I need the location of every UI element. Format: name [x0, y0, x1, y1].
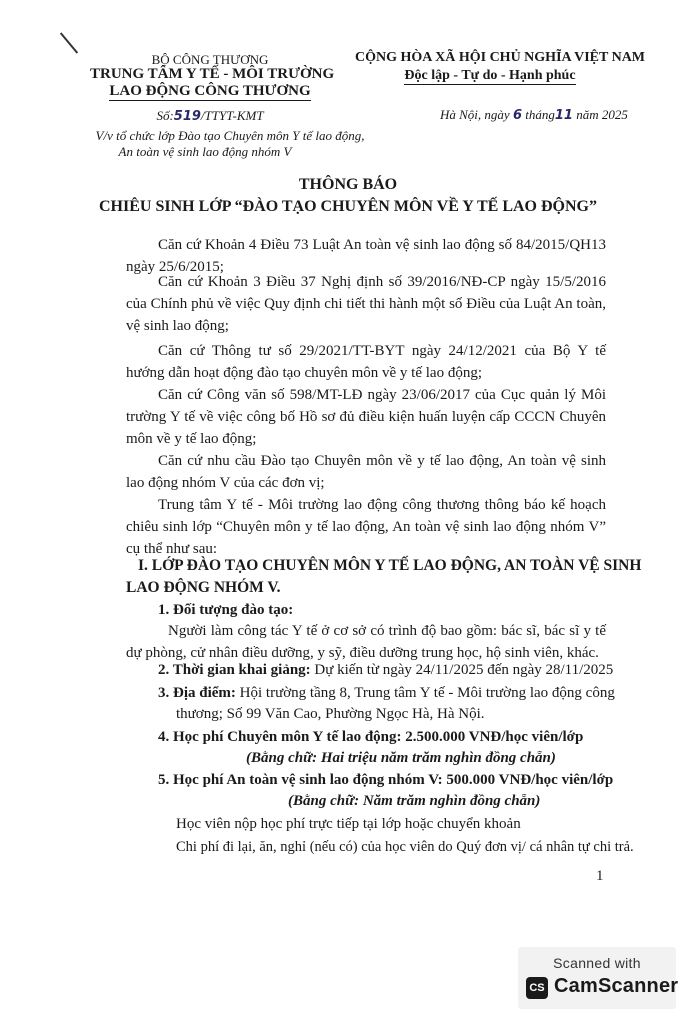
pen-mark [60, 32, 78, 53]
basis-3: Căn cứ Thông tư số 29/2021/TT-BYT ngày 24/12/2021 của Bộ Y tế hướng dẫn hoạt động đào tạo chuyên môn về y tế lao động; [126, 343, 606, 381]
section-heading-line2: LAO ĐỘNG NHÓM V. [126, 579, 281, 596]
basis-1: Căn cứ Khoản 4 Điều 73 Luật An toàn vệ sinh lao động số 84/2015/QH13 ngày 25/6/2015; [126, 237, 606, 275]
item-2: 2. Thời gian khai giảng: Dự kiến từ ngày 24/11/2025 đến ngày 28/11/2025 [158, 662, 614, 678]
item-4-fee: 4. Học phí Chuyên môn Y tế lao động: 2.500.000 VNĐ/học viên/lớp [158, 729, 584, 745]
payment-note: Học viên nộp học phí trực tiếp tại lớp hoặc chuyển khoản [176, 816, 521, 832]
basis-4: Căn cứ Công văn số 598/MT-LĐ ngày 23/06/2017 của Cục quản lý Môi trường Y tế về việc công bố Hồ sơ đủ điều kiện huấn luyện cấp CCCN Chuyên môn về y tế lao động; [126, 387, 606, 447]
subject-line1: V/v tổ chức lớp Đào tạo Chuyên môn Y tế lao động, [95, 128, 365, 143]
item-5-fee: 5. Học phí An toàn vệ sinh lao động nhóm V: 500.000 VNĐ/học viên/lớp [158, 772, 614, 788]
item-3-continuation: thương; Số 99 Văn Cao, Phường Ngọc Hà, Hà Nội. [176, 706, 485, 722]
document-number: Số:519/TTYT-KMT [156, 108, 264, 124]
section-heading-line1: I. LỚP ĐÀO TẠO CHUYÊN MÔN Y TẾ LAO ĐỘNG, AN TOÀN VỆ SINH [138, 557, 642, 574]
expense-note: Chi phí đi lại, ăn, nghỉ (nếu có) của học viên do Quý đơn vị/ cá nhân tự chi trả. [176, 839, 634, 855]
handwritten-month: 11 [554, 108, 573, 123]
basis-2: Căn cứ Khoản 3 Điều 37 Nghị định số 39/2016/NĐ-CP ngày 15/5/2016 của Chính phủ về việc Quy định chi tiết thi hành một số Điều của Luật An toàn, vệ sinh lao động; [126, 274, 606, 334]
basis-5: Căn cứ nhu cầu Đào tạo Chuyên môn về y tế lao động, An toàn vệ sinh lao động nhóm V của các đơn vị; [126, 453, 606, 491]
handwritten-number: 519 [173, 109, 201, 124]
item-5-fee-words: (Bằng chữ: Năm trăm nghìn đồng chẵn) [288, 793, 541, 809]
ministry-name: BỘ CÔNG THƯƠNG [151, 52, 269, 67]
item-4-fee-words: (Bằng chữ: Hai triệu năm trăm nghìn đồng chẵn) [246, 750, 556, 766]
scanned-with-label: Scanned with [553, 955, 641, 971]
handwritten-day: 6 [512, 108, 522, 123]
republic-title: CỘNG HÒA XÃ HỘI CHỦ NGHĨA VIỆT NAM [355, 50, 646, 65]
center-name-line1: TRUNG TÂM Y TẾ - MÔI TRƯỜNG [90, 66, 335, 82]
item-1-text: Người làm công tác Y tế ở cơ sở có trình độ bao gồm: bác sĩ, bác sĩ y tế dự phòng, cử nhân điều dưỡng, y sỹ, điều dưỡng trung học, hộ sinh viên, khác. [126, 623, 606, 661]
item-3: 3. Địa điểm: Hội trường tầng 8, Trung tâm Y tế - Môi trường lao động công [158, 685, 615, 701]
center-name-line2: LAO ĐỘNG CÔNG THƯƠNG [109, 83, 311, 99]
item-1-title: 1. Đối tượng đào tạo: [158, 602, 294, 618]
camscanner-brand: CamScanner [554, 975, 679, 997]
notice-subtitle: CHIÊU SINH LỚP “ĐÀO TẠO CHUYÊN MÔN VỀ Y TẾ LAO ĐỘNG” [99, 198, 597, 215]
camscanner-watermark [518, 947, 679, 1009]
camscanner-logo-icon: CS [526, 977, 548, 999]
announcement-intro: Trung tâm Y tế - Môi trường lao động công thương thông báo kế hoạch chiêu sinh lớp “Chuyên môn y tế lao động, An toàn vệ sinh lao động nhóm V” cụ thể như sau: [126, 497, 606, 557]
notice-title: THÔNG BÁO [298, 176, 398, 193]
national-motto: Độc lập - Tự do - Hạnh phúc [404, 68, 576, 83]
page-number: 1 [596, 868, 604, 884]
subject-line2: An toàn vệ sinh lao động nhóm V [118, 144, 292, 159]
issue-date: Hà Nội, ngày 6 tháng11 năm 2025 [440, 107, 628, 123]
